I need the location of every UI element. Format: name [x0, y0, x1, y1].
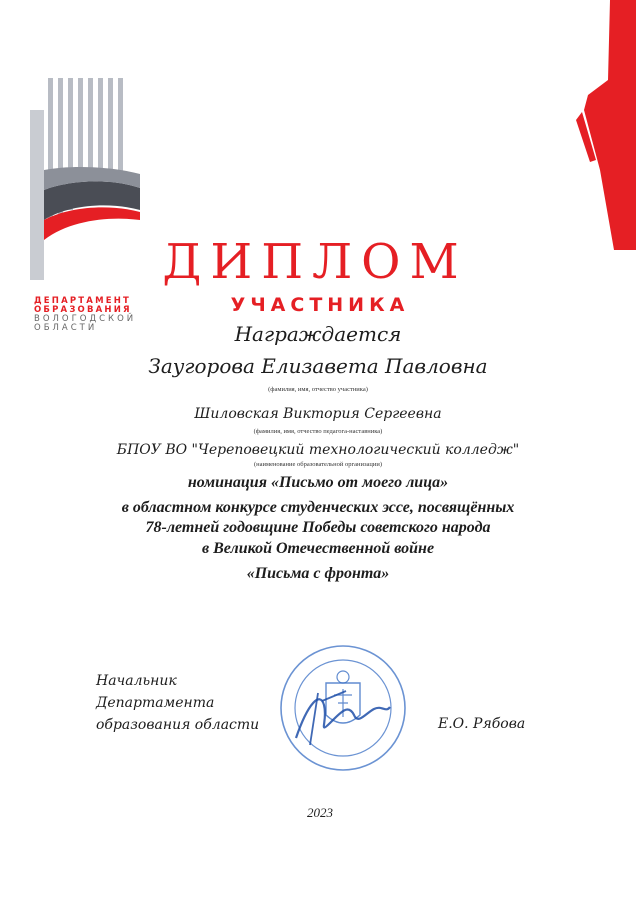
department-logo-graphic	[30, 70, 150, 300]
recipient-name: Заугорова Елизавета Павловна	[148, 354, 488, 378]
recipient-caption: (фамилия, имя, отчество участника)	[268, 386, 368, 393]
org-line-2: ОБРАЗОВАНИЯ	[34, 305, 132, 315]
org-line-1: ДЕПАРТАМЕНТ	[34, 296, 132, 306]
issue-year: 2023	[307, 805, 333, 820]
teacher-name: Шиловская Виктория Сергеевна	[194, 406, 442, 422]
signatory-line-2: Департамента	[96, 695, 215, 711]
org-line-3: ВОЛОГОДСКОЙ	[34, 314, 137, 324]
official-stamp	[278, 643, 408, 773]
diploma-title: ДИПЛОМ	[162, 234, 468, 290]
nomination: номинация «Письмо от моего лица»	[187, 474, 449, 491]
contest-line-2: 78-летней годовщине Победы советского народа	[145, 519, 491, 536]
signatory-title	[96, 670, 296, 736]
corner-decoration	[556, 0, 636, 250]
contest-title: «Письма с фронта»	[246, 565, 390, 582]
award-text: Награждается	[234, 322, 402, 346]
teacher-caption: (фамилия, имя, отчество педагога-наставника)	[253, 428, 383, 435]
institution-caption: (наименование образовательной организации)	[253, 461, 383, 468]
signatory-name: Е.О. Рябова	[438, 716, 526, 732]
org-line-4: ОБЛАСТИ	[34, 323, 98, 333]
diploma-subtitle: УЧАСТНИКА	[230, 294, 410, 316]
contest-line-1: в областном конкурсе студенческих эссе, посвящённых	[121, 499, 515, 516]
signatory-line-3: образования области	[96, 717, 260, 733]
institution-name: БПОУ ВО "Череповецкий технологический колледж"	[116, 442, 520, 458]
contest-line-3: в Великой Отечественной войне	[201, 540, 435, 557]
signatory-line-1: Начальник	[96, 673, 177, 689]
